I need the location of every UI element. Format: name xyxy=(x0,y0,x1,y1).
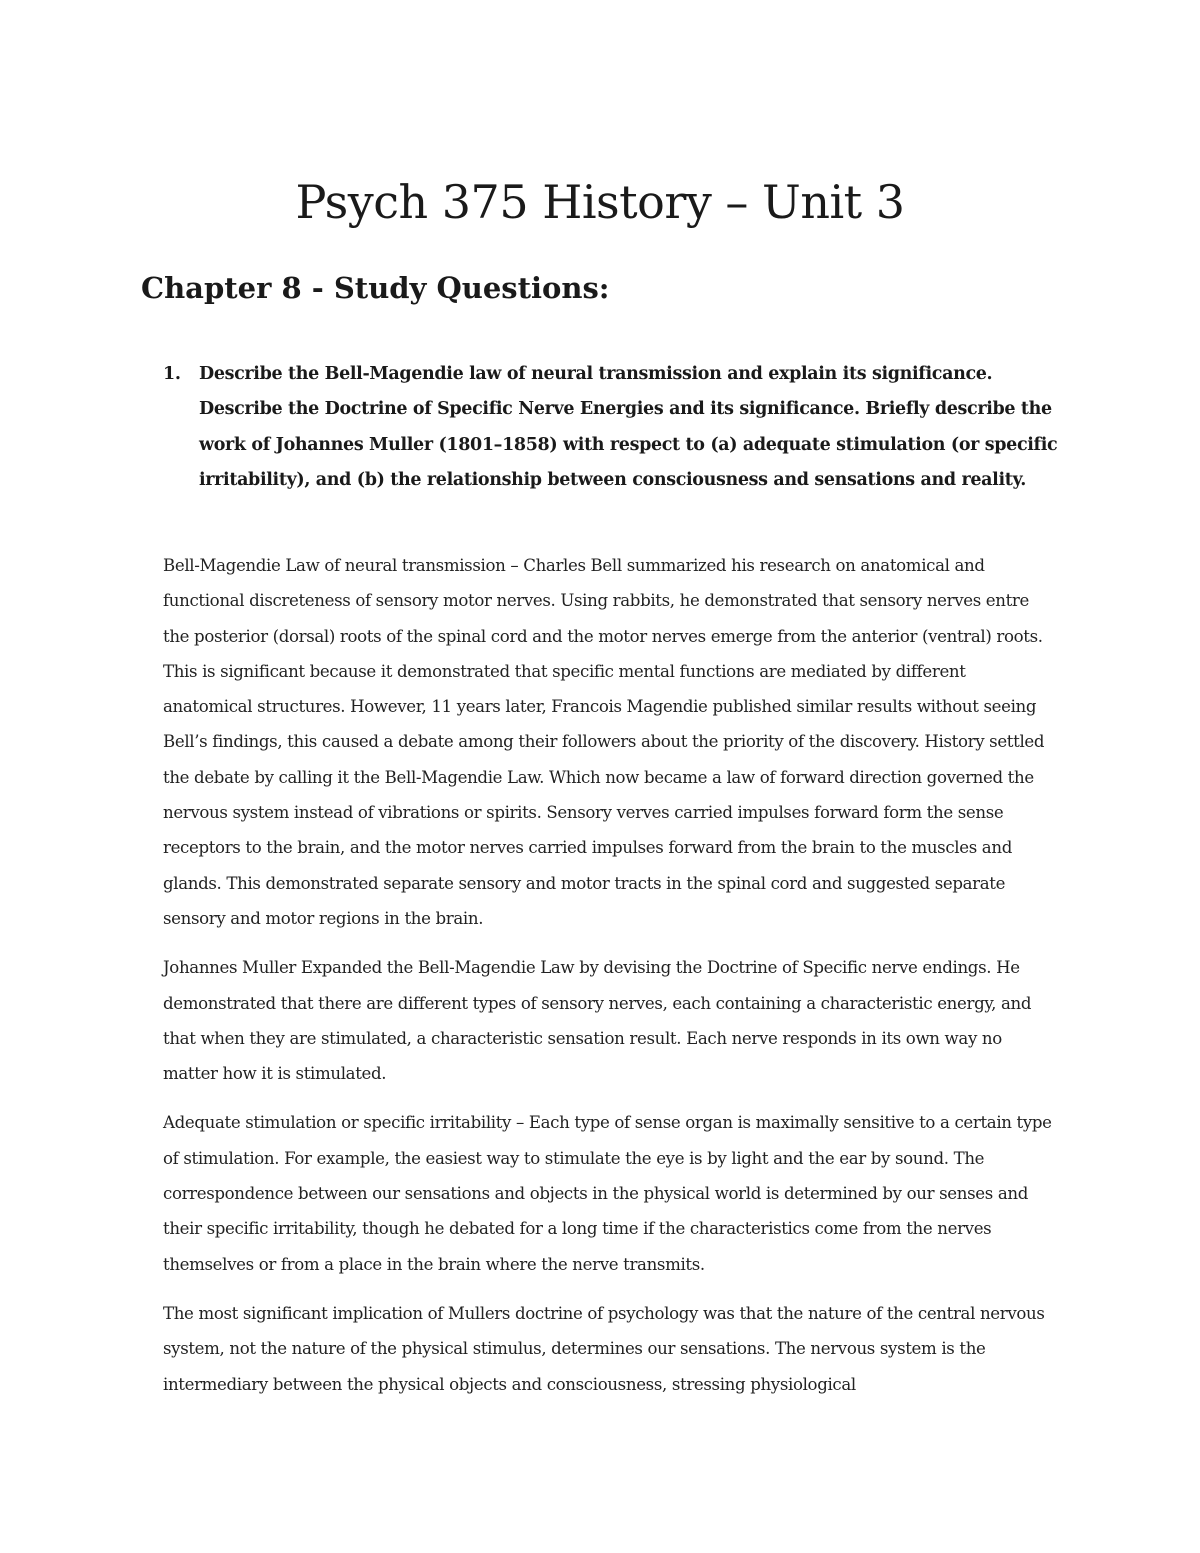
study-question-item xyxy=(163,357,1063,498)
study-question-list xyxy=(163,357,1063,498)
paragraph-muller-doctrine: Johannes Muller Expanded the Bell-Magendie Law by devising the Doctrine of Specific nerve endings. He demonstrated that there are different types of sensory nerves, each containing a characteristic energy, and that when they are stimulated, a characteristic sensation result. Each nerve responds in its own way no matter how it is stimulated. xyxy=(163,958,1032,1084)
question-number: 1. xyxy=(163,364,181,384)
chapter-heading: Chapter 8 - Study Questions: xyxy=(141,271,610,305)
paragraph-adequate-stimulation: Adequate stimulation or specific irritability – Each type of sense organ is maximally sensitive to a certain type of stimulation. For example, the easiest way to stimulate the eye is by light and the ear by sound. The correspondence between our sensations and objects in the physical world is determined by our senses and their specific irritability, though he debated for a long time if the characteristics come from the nerves themselves or from a place in the brain where the nerve transmits. xyxy=(163,1113,1052,1274)
document-title: Psych 375 History – Unit 3 xyxy=(295,175,905,229)
question-text: Describe the Bell-Magendie law of neural transmission and explain its significance. Describe the Doctrine of Specific Nerve Energies and its significance. Briefly describe the work of Johannes Muller (1801–1858) with respect to (a) adequate stimulation (or specific irritability), and (b) the relationship between consciousness and sensations and reality. xyxy=(199,364,1058,490)
paragraph-implication: The most significant implication of Mullers doctrine of psychology was that the nature of the central nervous system, not the nature of the physical stimulus, determines our sensations. The nervous system is the intermediary between the physical objects and consciousness, stressing physiological xyxy=(163,1303,1045,1394)
paragraph-bell-magendie: Bell-Magendie Law of neural transmission – Charles Bell summarized his research on anatomical and functional discreteness of sensory motor nerves. Using rabbits, he demonstrated that sensory nerves entre the posterior (dorsal) roots of the spinal cord and the motor nerves emerge from the anterior (ventral) roots. This is significant because it demonstrated that specific mental functions are mediated by different anatomical structures. However, 11 years later, Francois Magendie published similar results without seeing Bell’s findings, this caused a debate among their followers about the priority of the discovery. History settled the debate by calling it the Bell-Magendie Law. Which now became a law of forward direction governed the nervous system instead of vibrations or spirits. Sensory verves carried impulses forward form the sense receptors to the brain, and the motor nerves carried impulses forward from the brain to the muscles and glands. This demonstrated separate sensory and motor tracts in the spinal cord and suggested separate sensory and motor regions in the brain. xyxy=(163,556,1045,928)
answer-body xyxy=(163,548,1058,1416)
